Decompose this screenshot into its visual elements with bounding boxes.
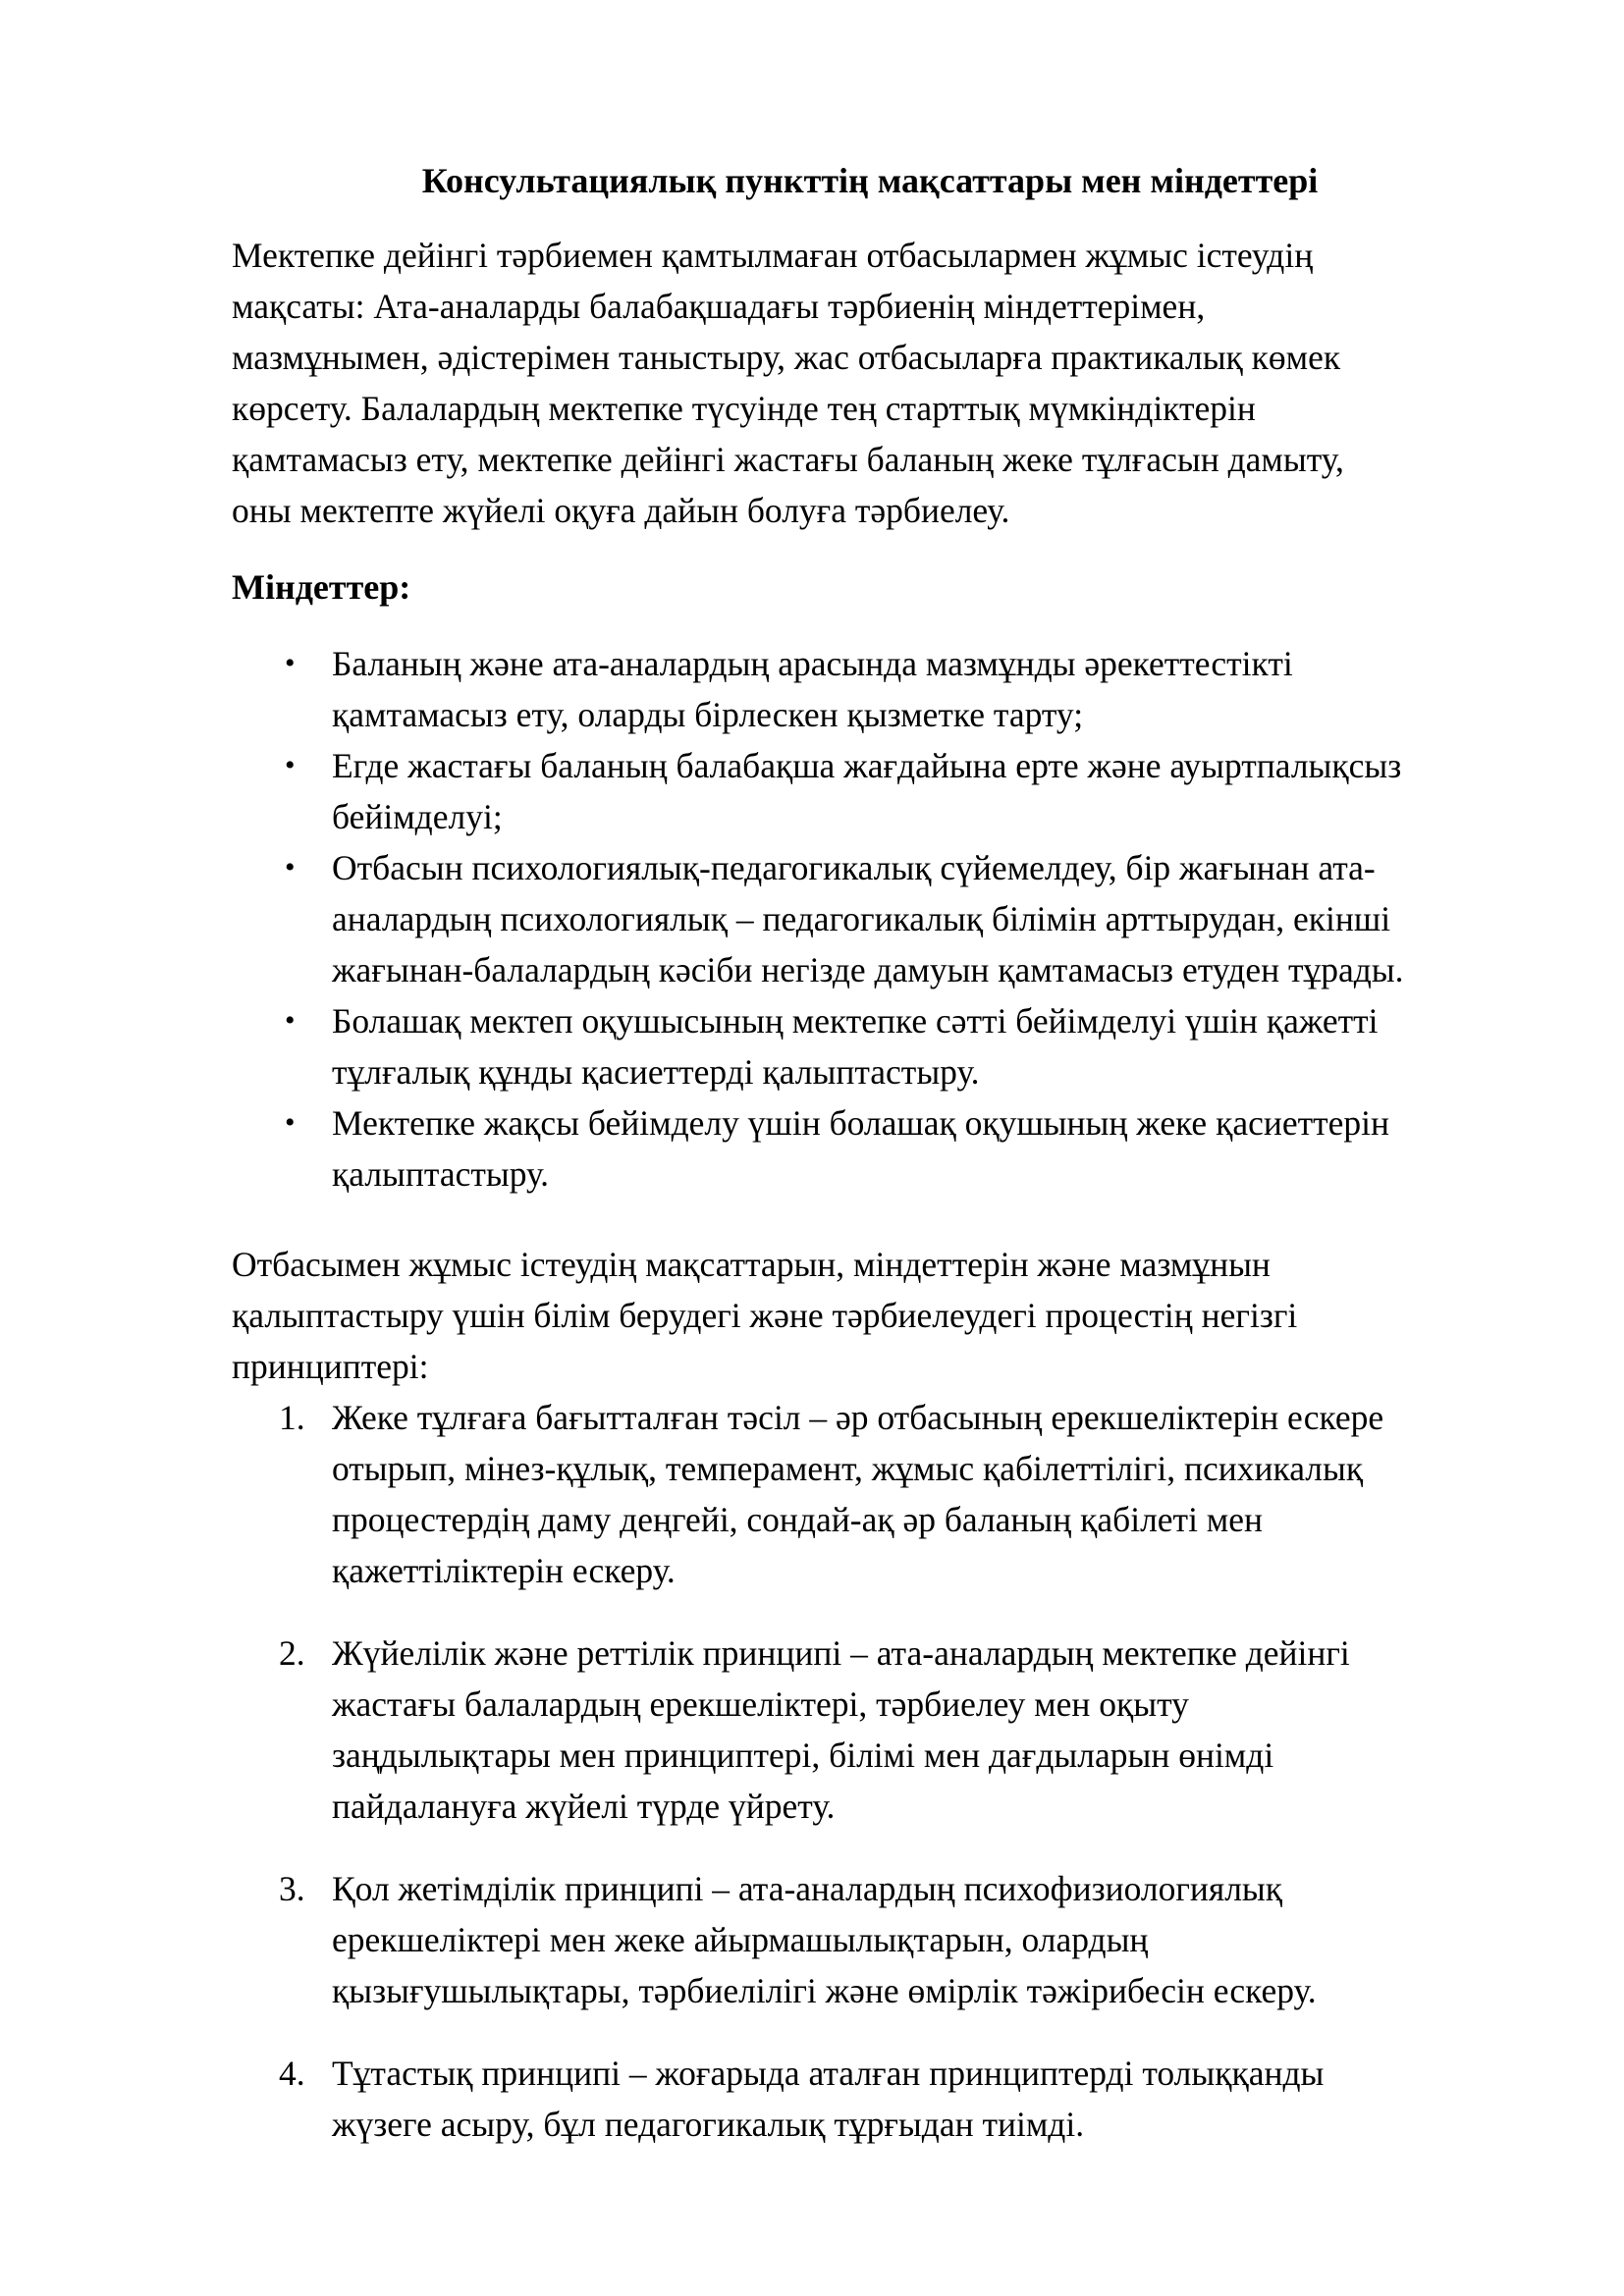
list-item-line: бейімделуі; <box>332 797 503 836</box>
principle-line: заңдылықтары мен принциптері, білімі мен дағдыларын өнімді <box>332 1735 1274 1775</box>
list-item <box>0 638 1540 740</box>
page-title: Консультациялық пункттің мақсаттары мен міндеттері <box>421 161 1319 200</box>
intro-paragraph <box>232 230 1528 536</box>
bullet-icon: • <box>285 647 296 679</box>
principles-intro-paragraph <box>232 1239 1528 1392</box>
principle-number: 4. <box>279 2054 305 2093</box>
bullet-icon: • <box>285 749 296 781</box>
principle-number: 2. <box>279 1633 305 1673</box>
intro-line: Мектепке дейінгі тәрбиемен қамтылмаған отбасылармен жұмыс істеудің <box>232 236 1314 275</box>
tasks-heading: Міндеттер: <box>232 567 411 607</box>
list-item-line: Баланың және ата-аналардың арасында мазмұнды әрекеттестікті <box>332 644 1293 683</box>
principle-line: қажеттіліктерін ескеру. <box>332 1551 676 1590</box>
list-item <box>0 995 1540 1097</box>
intro-line: мазмұнымен, әдістерімен таныстыру, жас отбасыларға практикалық көмек <box>232 338 1341 377</box>
list-item-line: Мектепке жақсы бейімделу үшін болашақ оқушының жеке қасиеттерін <box>332 1103 1389 1143</box>
bullet-icon: • <box>285 1004 296 1037</box>
principle-line: отырып, мінез-құлық, темперамент, жұмыс қабілеттілігі, психикалық <box>332 1449 1364 1488</box>
principle-line: пайдалануға жүйелі түрде үйрету. <box>332 1787 836 1826</box>
principles-intro-line: принциптері: <box>232 1347 429 1386</box>
intro-line: қамтамасыз ету, мектепке дейінгі жастағы баланың жеке тұлғасын дамыту, <box>232 440 1344 479</box>
intro-line: оны мектепте жүйелі оқуға дайын болуға тәрбиелеу. <box>232 491 1010 530</box>
principles-intro-line: Отбасымен жұмыс істеудің мақсаттарын, міндеттерін және мазмұнын <box>232 1245 1271 1284</box>
principle-item <box>0 1628 1540 1832</box>
bullet-icon: • <box>285 851 296 883</box>
list-item-line: қалыптастыру. <box>332 1154 550 1194</box>
principle-line: жүзеге асыру, бұл педагогикалық тұрғыдан тиімді. <box>332 2105 1085 2144</box>
principle-item <box>0 1392 1540 1596</box>
principle-line: Жүйелілік және реттілік принципі – ата-аналардың мектепке дейінгі <box>332 1633 1350 1673</box>
list-item-line: Егде жастағы баланың балабақша жағдайына ерте және ауыртпалықсыз <box>332 746 1402 785</box>
intro-line: мақсаты: Ата-аналарды балабақшадағы тәрбиенің міндеттерімен, <box>232 287 1206 326</box>
principle-line: ерекшеліктері мен жеке айырмашылықтарын, олардың <box>332 1920 1149 1959</box>
bullet-icon: • <box>285 1106 296 1139</box>
principle-line: Тұтастық принципі – жоғарыда аталған принциптерді толыққанды <box>332 2054 1325 2093</box>
principle-number: 3. <box>279 1869 305 1908</box>
principles-intro-line: қалыптастыру үшін білім берудегі және тәрбиелеудегі процестің негізгі <box>232 1296 1298 1335</box>
tasks-list <box>0 638 1624 1200</box>
principle-item <box>0 2048 1540 2150</box>
list-item-line: тұлғалық құнды қасиеттерді қалыптастыру. <box>332 1052 980 1092</box>
principle-line: жастағы балалардың ерекшеліктері, тәрбиелеу мен оқыту <box>332 1684 1189 1724</box>
principle-line: Қол жетімділік принципі – ата-аналардың психофизиологиялық <box>332 1869 1283 1908</box>
principle-line: Жеке тұлғаға бағытталған тәсіл – әр отбасының ерекшеліктерін ескере <box>332 1398 1384 1437</box>
list-item <box>0 740 1540 842</box>
list-item-line: қамтамасыз ету, оларды бірлескен қызметке тарту; <box>332 695 1084 734</box>
list-item <box>0 842 1540 995</box>
list-item-line: жағынан-балалардың кәсіби негізде дамуын қамтамасыз етуден тұрады. <box>332 950 1404 989</box>
principle-line: процестердің даму деңгейі, сондай-ақ әр баланың қабілеті мен <box>332 1500 1264 1539</box>
intro-line: көрсету. Балалардың мектепке түсуінде тең старттық мүмкіндіктерін <box>232 389 1256 428</box>
principles-list <box>0 1392 1624 2181</box>
list-item-line: Отбасын психологиялық-педагогикалық сүйемелдеу, бір жағынан ата- <box>332 848 1376 887</box>
list-item-line: аналардың психологиялық – педагогикалық білімін арттырудан, екінші <box>332 899 1391 938</box>
list-item-line: Болашақ мектеп оқушысының мектепке сәтті бейімделуі үшін қажетті <box>332 1001 1379 1041</box>
principle-number: 1. <box>279 1398 305 1437</box>
list-item <box>0 1097 1540 1200</box>
principle-line: қызығушылықтары, тәрбиелілігі және өмірлік тәжірибесін ескеру. <box>332 1971 1317 2010</box>
principle-item <box>0 1863 1540 2016</box>
